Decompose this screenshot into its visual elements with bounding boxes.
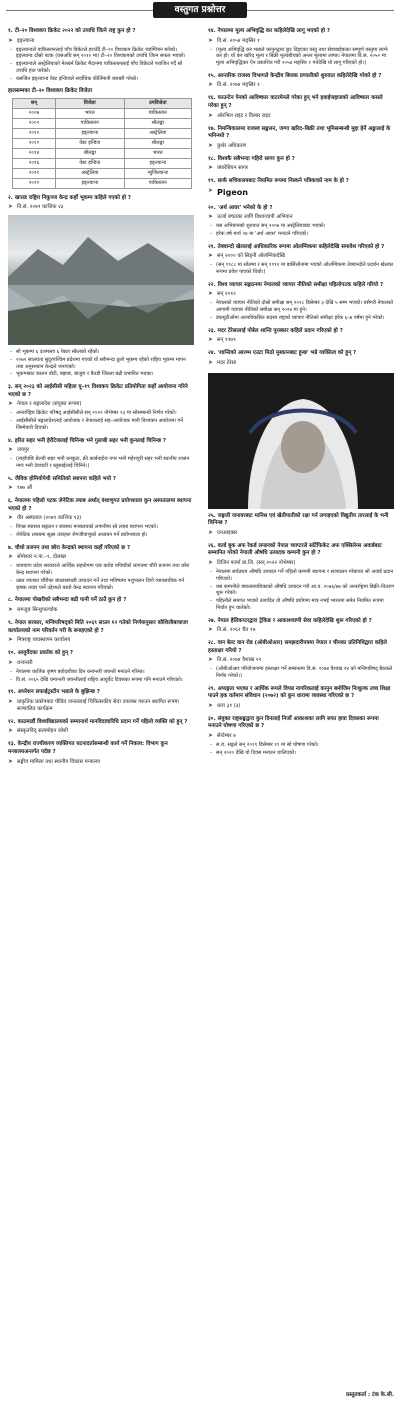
answer-arrow-icon: ➤ xyxy=(208,358,214,366)
answer-arrow-icon: ➤ xyxy=(208,732,214,740)
question-item xyxy=(208,244,394,276)
question-item xyxy=(8,384,194,431)
answer-arrow-icon: ➤ xyxy=(8,697,14,705)
answer-text: वि.सं. २०५४ मङ्सिर १ xyxy=(217,37,260,44)
answer-text: एनआइक्स xyxy=(217,529,237,536)
question-text xyxy=(208,282,394,290)
answer-arrow-icon: ➤ xyxy=(8,757,14,765)
answer-row xyxy=(208,733,394,740)
answer-notes xyxy=(208,223,394,238)
answer-text: संस्कृतविद् सत्यमोहन जोशी xyxy=(17,728,68,735)
answer-notes xyxy=(208,742,394,757)
answer-text: इङ्ल्यान्ड xyxy=(17,37,35,44)
answer-row xyxy=(8,401,194,408)
answer-row xyxy=(208,188,394,199)
answer-text: ऊर्जा बचतका लागि विश्वव्यापी अभियान xyxy=(217,214,293,221)
question-number: ५. xyxy=(8,475,13,482)
question-number: २०. xyxy=(208,204,216,211)
answer-row xyxy=(8,759,194,766)
table-cell: भारत xyxy=(124,148,191,158)
question-label: केन्द्रीय राज्यीकरण व्यक्तिगत घटनादर्तासम्बन्धी कार्य गर्ने निकाय: विभाग कुन मन्त्रालयअन्तर्गत पर्दछ ? xyxy=(8,741,168,755)
answer-text: १७७ औं xyxy=(17,485,33,492)
question-item xyxy=(208,350,394,367)
question-label: टी–२० विश्वकप क्रिकेट २०२२ को उपाधि जित्ने राष्ट्र कुन हो ? xyxy=(14,28,136,34)
question-number: ४. xyxy=(8,437,13,444)
answer-note: – यस अभियानको शुरुवात सन् २००७ मा अस्ट्रेलियाबाट भएको। xyxy=(216,223,394,230)
answer-row xyxy=(208,360,394,367)
question-number: ७. xyxy=(8,544,13,551)
table-cell: वेस्ट इन्डिज xyxy=(55,138,124,148)
table-cell: पाकिस्तान xyxy=(124,108,191,118)
answer-note: – इङ्ल्यान्डले पाकिस्तानलाई पाँच विकेटले हराउँदै टी–२० विश्वकप क्रिकेट च्याम्पियन बनेको। इङ्ल्यान्ड दोस्रो पटक (यसअघि सन् २०१० मा) टी–२० विश्वकपको उपाधि जित्न सफल भएको। xyxy=(16,47,194,61)
table-cell: इङ्ल्यान्ड xyxy=(55,178,124,188)
answer-text: सङ्घीय मामिला तथा स्थानीय विकास मन्त्रालय xyxy=(17,758,101,765)
answer-arrow-icon: ➤ xyxy=(208,290,214,298)
question-label: काठमाडौं विश्वविद्यालयको सम्मानार्थ मानविदावारिधि प्रदान गर्ने पहिलो व्यक्ति को हुन् ? xyxy=(17,718,188,725)
table-header-cell: उपविजेता xyxy=(124,98,191,108)
credit-line: प्रस्तुतकर्ता : टंक के.सी. xyxy=(346,1391,394,1398)
page-title: वस्तुगत प्रश्नोत्तर xyxy=(153,2,248,18)
answer-text: प्राकृतिक प्रकोपबाट पीडित जनतालाई चिकित्सकीय सेवा उपलब्ध गराउन स्थापित रूपमा सञ्चालित कार्यक्रम xyxy=(17,698,179,712)
answer-text: कुथेर अधिकरण xyxy=(217,142,247,149)
table-cell: २००७ xyxy=(13,108,56,118)
question-label: वर्ल्ड बुक अफ रेकर्ड लन्डनको नेपाल च्याप्टरले सर्टिफिकेट अफ एक्सिलेन्स अवार्डबाट सम्मानित गरेको नेपाली औषधि उत्पादक कम्पनी कुन हो ? xyxy=(208,542,382,557)
answer-row xyxy=(8,660,194,667)
table-row xyxy=(13,158,192,168)
question-text xyxy=(208,244,394,252)
answer-notes xyxy=(8,456,194,470)
question-number: ६. xyxy=(8,498,13,505)
table-cell: २०१० xyxy=(13,128,56,138)
question-label: जैविक होमियोपेथी समितिको स्थापना कहिले भयो ? xyxy=(14,475,116,482)
answer-arrow-icon: ➤ xyxy=(208,36,214,44)
question-text xyxy=(8,476,194,484)
table-row xyxy=(13,128,192,138)
answer-text: मदर टेरेसा xyxy=(217,359,237,366)
question-number: १३. xyxy=(8,741,16,748)
question-text xyxy=(208,126,394,141)
question-number: २४. xyxy=(208,350,216,357)
question-label: तेक्वान्दो खेललाई आधिकारिक रूपमा ओलम्पिकमा कहिलेदेखि समावेश गरिएको हो ? xyxy=(217,243,385,250)
answer-text: सेप्टेम्बर ७ xyxy=(217,733,236,740)
table-header-cell: विजेता xyxy=(55,98,124,108)
question-label: सार्क सचिवालयबाट नियमित रूपमा निस्कने पत्रिकाको नाम के हो ? xyxy=(217,178,349,185)
answer-row xyxy=(208,627,394,634)
question-item xyxy=(208,640,394,680)
question-text xyxy=(8,597,194,605)
answer-arrow-icon: ➤ xyxy=(8,658,14,666)
question-text xyxy=(8,545,194,553)
question-text xyxy=(208,205,394,213)
answer-note: – यस कम्पनीले क्याल्सायबिक्टको औषधि उत्पादन गरी आ.व. २०७६/७७ को अन्तर्राष्ट्रमा बिक्री–वितरण शुरू गरेको। xyxy=(216,584,394,598)
question-item xyxy=(208,618,394,635)
answer-arrow-icon: ➤ xyxy=(208,656,214,664)
question-number: २१. xyxy=(208,243,216,250)
answer-row xyxy=(208,38,394,45)
question-label: नेपालमा मूल्य अभिवृद्धि कर कहिलेदेखि लागू भएको हो ? xyxy=(217,28,331,34)
question-item xyxy=(8,195,194,379)
table-cell: इङ्ल्यान्ड xyxy=(55,128,124,138)
question-text xyxy=(208,95,394,110)
table-header-cell: सन् xyxy=(13,98,56,108)
table-header-row xyxy=(13,98,192,108)
question-item xyxy=(208,282,394,322)
answer-row xyxy=(208,530,394,537)
answer-row xyxy=(208,165,394,172)
question-label: संयुक्त राष्ट्रसङ्घद्वारा कुन दिनलाई निर्जो आकाशका लागि सफा हावा दिवसका रूपमा मनाउने घोषणा गरिएको छ ? xyxy=(208,715,379,730)
question-label: अपाङ्गता भएका र आर्थिक रूपले विपन्न नागरिकलाई कानुन बमोजिम निःशुल्क उच्च शिक्षा पाउने हक वर्तमान संविधान (२०७२) को कुन धारामा व्यवस्था गरिएको छ ? xyxy=(208,685,391,700)
question-item xyxy=(8,438,194,470)
question-label: निमन्त्रिकालमा राजस्व सङ्कलन, जग्गा खरिद–बिक्री तथा भूमिसम्बन्धी मुद्दा हेर्ने अड्डालाई के भनिन्थ्यो ? xyxy=(208,125,391,140)
question-text xyxy=(208,543,394,558)
question-number: १६. xyxy=(208,95,216,102)
table-row xyxy=(13,168,192,178)
answer-text: नेपाल र बङ्गलादेश (संयुक्त रूपमा) xyxy=(17,401,82,408)
question-text xyxy=(8,195,194,203)
answer-row xyxy=(208,113,394,120)
table-cell: श्रीलङ्का xyxy=(55,148,124,158)
question-number: १२. xyxy=(8,718,16,725)
table-row xyxy=(13,108,192,118)
answer-arrow-icon: ➤ xyxy=(8,606,14,614)
question-text xyxy=(208,156,394,164)
answer-arrow-icon: ➤ xyxy=(8,484,14,492)
answer-notes xyxy=(8,524,194,539)
table-cell: अस्ट्रेलिया xyxy=(124,128,191,138)
question-label: चौथो प्रजनन तथा छोरा केन्द्रको स्थापना कहाँ गरिएको छ ? xyxy=(14,544,131,551)
answer-note: – (सन् १९८८ मा सोलमा र सन् १९९२ मा बार्सिलोनामा भएको ओलम्पिकमा तेक्वान्दोले प्रदर्शन खेलका रूपमा प्रवेश पाएको थियो।) xyxy=(216,262,394,276)
question-item xyxy=(8,741,194,765)
question-number: १९. xyxy=(208,178,216,185)
question-label: आयुर्वेदका प्रवर्तक को हुन् ? xyxy=(17,650,73,657)
question-text xyxy=(8,689,194,697)
answer-arrow-icon: ➤ xyxy=(208,626,214,634)
question-text xyxy=(8,719,194,727)
answer-row xyxy=(8,728,194,735)
question-text xyxy=(208,178,394,186)
question-text xyxy=(208,350,394,358)
answer-row xyxy=(8,485,194,492)
question-label: हरित सहर भनी हेरीटेजलाई चिनिन्छ भने गुलाबी सहर भनी कुनलाई चिनिन्छ ? xyxy=(14,437,167,444)
answer-text: सन् २००० को सिड्नी ओलम्पिकदेखि xyxy=(217,253,286,260)
answer-arrow-icon: ➤ xyxy=(8,514,14,522)
answer-notes xyxy=(8,47,194,83)
table-cell: २००९ xyxy=(13,118,56,128)
answer-note: – २०७२ सालयता सुदूरपश्चिम प्रदेशमा गएको यो सबैभन्दा ठूलो भूकम्प रहेको राष्ट्रिय भूकम्प मापन तथा अनुसन्धान केन्द्रले जनाएको। xyxy=(16,357,194,371)
question-number: २८. xyxy=(208,640,216,647)
question-number: १०. xyxy=(8,650,16,657)
answer-arrow-icon: ➤ xyxy=(208,186,214,194)
table-cell: २०१४ xyxy=(13,148,56,158)
answer-text: मित्रराष्ट्र व्यवस्थापन कार्यालय xyxy=(17,637,71,644)
question-label: वान बेल्ट वान रोड (ओबीओआर) समझदारीपत्रमा नेपाल र चीनका प्रतिनिधिद्वारा कहिले हस्ताक्षर गरियो ? xyxy=(208,640,387,654)
question-number: ३. xyxy=(8,384,13,391)
table-cell: वेस्ट इन्डिज xyxy=(55,158,124,168)
answer-note: – यसजित इङ्ल्यान्ड वेस्ट इन्डिजले सर्वाधिक कीर्तिमानी बराबरी गरेको। xyxy=(16,76,194,83)
question-item xyxy=(8,476,194,493)
table-cell: इङ्ल्यान्ड xyxy=(124,158,191,168)
question-item xyxy=(208,73,394,90)
answer-arrow-icon: ➤ xyxy=(208,701,214,709)
table-cell: २०१२ xyxy=(13,138,56,148)
answer-note: – इङ्ल्यान्डले अस्ट्रेलियाको मेलबर्न क्रिकेट मैदानमा पाकिस्तानलाई पाँच विकेटले पराजित गर्दै सो उपाधि हात पारेको। xyxy=(16,61,194,75)
question-number: १४. xyxy=(208,28,216,34)
question-label: मदर टेरेसालाई नोबेल शान्ति पुरस्कार कहिले प्रदान गरिएको हो ? xyxy=(217,327,343,334)
question-text xyxy=(208,28,394,36)
answer-arrow-icon: ➤ xyxy=(208,559,214,567)
question-text xyxy=(8,28,194,36)
question-item xyxy=(208,543,394,612)
answer-note: – नेपालमा कार्तिक कृष्ण त्रयोदशीका दिन धन्वन्तरी जयन्ती मनाउने गरिन्छ। xyxy=(16,669,194,676)
question-number: १७. xyxy=(208,125,216,132)
answer-row xyxy=(208,560,394,567)
question-text xyxy=(8,620,194,635)
answer-text: वि.सं. २०७४ मङ्सिर १ xyxy=(217,82,260,89)
table-row xyxy=(13,118,192,128)
answer-notes xyxy=(208,47,394,67)
question-number: २५. xyxy=(208,512,216,519)
answer-text: वि.सं. २०७४ वैशाख २९ xyxy=(217,657,262,664)
answer-row xyxy=(208,253,394,260)
table-cell: पाकिस्तान xyxy=(55,118,124,128)
answer-arrow-icon: ➤ xyxy=(208,528,214,536)
question-number: ११. xyxy=(8,689,16,696)
answer-notes xyxy=(8,563,194,591)
table-cell: २०१६ xyxy=(13,158,56,168)
answer-text: सोमेश्वर न.पा.–१, दोलखा xyxy=(17,554,67,561)
answer-arrow-icon: ➤ xyxy=(208,252,214,260)
table-row xyxy=(13,138,192,148)
answer-text: सन् १९७९ xyxy=(217,337,236,344)
answer-note: – नेपालमा सर्वप्रथम औषधि उत्पादन गर्ने पहिलो कम्पनी स्थापना र सञ्चालन गरेबापत सो अवार्ड प्रदान गरिएको। xyxy=(216,569,394,583)
answer-notes xyxy=(8,669,194,684)
answer-note: – भूकम्पबाट कालन डोटी, बझाङ, बाजुरा र बैतडी जिल्ला बढी प्रभावित भएका। xyxy=(16,371,194,378)
answer-arrow-icon: ➤ xyxy=(8,400,14,408)
question-item xyxy=(208,513,394,537)
question-text xyxy=(208,618,394,626)
question-item xyxy=(8,597,194,614)
answer-arrow-icon: ➤ xyxy=(8,553,14,561)
answer-row xyxy=(208,291,394,298)
answer-arrow-icon: ➤ xyxy=(8,203,14,211)
table-cell: भारत xyxy=(55,108,124,118)
answer-note: – पहिल्यैले समाप्त भएको उत्पादित यो औषधि प्रयोगमा मात्र नभई भारतमा समेत नियमित रूपमा निर्यात हुन थालेको। xyxy=(216,598,394,612)
question-label: फाउन्टेन पेनको आविष्कार वाटरमेनले गरेका हुन् भने हवाईजहाजको आविष्कार कसले गरेका हुन् ? xyxy=(208,95,383,109)
answer-text: धन्वन्तरी xyxy=(17,659,33,666)
answer-notes xyxy=(208,262,394,276)
answer-row xyxy=(8,699,194,713)
answer-note: – डब्ल्युटीओमा अल्पविकसित सदस्य राष्ट्रको व्यापार नीतिको समीक्षा हरेक ६–७ वर्षमा हुने गरेको। xyxy=(216,315,394,322)
table-cell: श्रीलङ्का xyxy=(124,138,191,148)
question-item xyxy=(8,28,194,82)
question-text xyxy=(208,513,394,528)
answer-row xyxy=(8,637,194,644)
question-number: ८. xyxy=(8,597,13,604)
answer-note: – उन्नत जातका चौंरीका बाच्छाबाच्छी उत्पादन गर्ने तथा भविष्यमा पशुपालन दिगो व्यावसायिक गर्न कृषक तयार पार्ने उद्देश्यले यस्तो केन्द्र स्थापना गरिएको। xyxy=(16,578,194,592)
question-item xyxy=(208,686,394,710)
mountain-lake-photo xyxy=(8,215,194,345)
answer-row xyxy=(208,214,394,221)
answer-row xyxy=(208,337,394,344)
answer-arrow-icon: ➤ xyxy=(208,111,214,119)
answer-row xyxy=(8,554,194,561)
question-label: 'अर्थ आवर' भनेको के हो ? xyxy=(217,204,273,211)
question-number: १. xyxy=(8,28,13,34)
question-text xyxy=(208,640,394,655)
answer-note: – नेपालको व्यापार नीतिको दोस्रो समीक्षा सन् २०१८ डिसेम्बर ३ देखि ५ सम्म भएको। यसैगरी नेपालको आगामी व्यापार नीतिको समीक्षा सन् २०२४ मा हुने। xyxy=(216,300,394,314)
winners-table xyxy=(12,98,192,189)
left-column xyxy=(8,28,194,772)
answer-row xyxy=(208,82,394,89)
question-text xyxy=(8,438,194,446)
question-text xyxy=(208,686,394,701)
table-cell: पाकिस्तान xyxy=(124,178,191,188)
question-label: नेपाल हेलिकप्टरद्वारा ट्रेकिङ र आकाशवाणी सेवा कहिलेदेखि शुरू गरिएको हो ? xyxy=(217,617,372,624)
answer-notes xyxy=(208,666,394,680)
question-item xyxy=(208,28,394,67)
question-text xyxy=(208,73,394,81)
answer-note: – (त्यहाँपछि बेल्जी सहर भनी धनकुटा, फ्री कार्बनाईज नगर भनी महेशपुरी सहर भनी स्थानीय शासन नगर भनी देवघाटी र ब्लुसाईलाई चिनिने।) xyxy=(16,456,194,470)
answer-arrow-icon: ➤ xyxy=(8,636,14,644)
answer-row xyxy=(208,143,394,150)
answer-notes xyxy=(8,349,194,378)
question-text xyxy=(8,498,194,513)
answer-row xyxy=(8,607,194,614)
question-text xyxy=(208,328,394,336)
question-item xyxy=(8,689,194,713)
question-item xyxy=(208,328,394,345)
answer-row xyxy=(8,204,194,211)
question-number: २. xyxy=(8,194,13,201)
table-row xyxy=(13,148,192,158)
answer-note: – सन् २०२० देखि यो दिवस मनाउन थालिएको। xyxy=(216,750,394,757)
answer-row xyxy=(208,703,394,710)
answer-arrow-icon: ➤ xyxy=(8,446,14,454)
answer-note: – (ओबीओआर परियोजनामा हस्ताक्षर गर्ने सम्बन्धमा वि.सं. २०७४ वैशाख २४ को मन्त्रिपरिषद् बैठकले निर्णय गरेको।) xyxy=(216,666,394,680)
page-header xyxy=(0,0,400,20)
mother-teresa-photo xyxy=(208,373,394,509)
table-title: हालसम्मका टी–२० विश्वकप क्रिकेट विजेता xyxy=(8,88,92,95)
question-label: जङ्गली जनावरबाट मानिस एवं खेतीपातीको रक्षा गर्न लगाइएको विद्युतीय तारलाई के भनी चिनिन्छ ? xyxy=(208,512,389,527)
table-cell: २०२१ xyxy=(13,168,56,178)
answer-note: – विपन्न स्वास्थ्य सङ्गठन र स्वास्थ्य मन्त्रालयको लगानीमा सो ल्याब स्थापना भएको। xyxy=(16,524,194,531)
answer-text: Pigeon xyxy=(217,187,248,197)
answer-arrow-icon: ➤ xyxy=(8,727,14,735)
answer-text: धारा ३१ (३) xyxy=(217,702,241,709)
answer-notes xyxy=(208,300,394,321)
question-label: विश्वकै सबैभन्दा गहिरो सागर कुन हो ? xyxy=(217,155,295,162)
answer-note: – थारुवागा प्रदेश सरकारले आर्थिक सहयोगमा एक करोड रुपियाँको लागतमा चौंरी प्रजनन तथा छोरा केन्द्र स्थापना गरेको। xyxy=(16,563,194,577)
answer-text: सन् २०१२ xyxy=(217,291,236,298)
question-text xyxy=(208,716,394,731)
question-label: 'शान्तिको आरम्भ एउटा मिठो मुस्कानबाट हुन्छ' भन्ने व्यक्तित्व को हुन् ? xyxy=(217,350,357,357)
answer-text: ओरभिल राइट र विल्बर राइट xyxy=(217,112,271,119)
question-label: नेपालमा पोखरीको सबैभन्दा बढी पानी पर्ने ठाउँ कुन हो ? xyxy=(14,597,127,604)
question-label: अपरेशन सफाईट्रस्टीन भन्नाले के बुझिन्छ ? xyxy=(17,689,100,696)
answer-row xyxy=(8,38,194,45)
question-item xyxy=(208,716,394,757)
question-item xyxy=(8,719,194,736)
table-cell: न्युजिल्यान्ड xyxy=(124,168,191,178)
answer-note: – हरेक वर्ष मार्च २४ मा 'अर्थ आवर' मनाउने गरिएको। xyxy=(216,231,394,238)
answer-arrow-icon: ➤ xyxy=(208,336,214,344)
answer-notes xyxy=(8,410,194,431)
question-item xyxy=(208,205,394,238)
question-number: १५. xyxy=(208,72,216,79)
answer-notes xyxy=(208,569,394,612)
answer-note: – स.रा. सङ्घले सन् २०१९ डिसेम्बर १९ मा सो घोषणा गरेको। xyxy=(216,742,394,749)
question-item xyxy=(8,545,194,592)
question-label: विश्व व्यापार सङ्गठनमा नेपालको व्यापार नीतिको समीक्षा पहिलोपटक कहिले गरियो ? xyxy=(217,281,384,288)
question-text xyxy=(8,650,194,658)
answer-note: – अन्तर्राष्ट्रिय क्रिकेट परिषद् आईसीसीले सन् २०२२ नोभेम्बर १३ मा सोसम्बन्धी निर्णय गरेको। xyxy=(16,410,194,417)
table-cell: श्रीलङ्का xyxy=(124,118,191,128)
question-number: २७. xyxy=(208,617,216,624)
right-column xyxy=(208,28,394,763)
question-item xyxy=(8,620,194,644)
answer-text: क्यारेबियन सागर xyxy=(217,165,248,172)
question-number: २२. xyxy=(208,281,216,288)
answer-text: जयपुर xyxy=(17,447,29,454)
answer-note: – (मूल्य अभिवृद्धि कर भन्नाले कानुनद्वारा छुट दिइएका वस्तु तथा सेवाबाहेकका सम्पूर्ण वस्तुमा लाग्ने कर हो। यो कर खरिद मूल्य र बिक्री मूल्यबीचको अन्तर मूल्यमा लाग्छ। नेपालमा वि.सं. २०५२ मा मूल्य अभिवृद्धिकर ऐन प्रकाशित गरी २०५४ मङ्सिर १ गतेदेखि यो लागू गरिएको हो।) xyxy=(216,47,394,67)
question-number: १८. xyxy=(208,155,216,162)
question-item xyxy=(208,156,394,173)
answer-text: लमजुङ सिन्धुपाल्चोक xyxy=(17,607,58,614)
question-text xyxy=(8,741,194,756)
question-label: आन्तरिक राजस्व विभागले केन्द्रीय बिजक प्रणालीको शुरुवात कहिलेदेखि गरेको हो ? xyxy=(217,72,382,79)
question-label: नेपालमा पहिलो पटक जेनेटिक ल्याब अर्थात् वंशाणुगत प्रयोगशाला कुन अस्पतालमा स्थापना भएको हो ? xyxy=(8,498,192,512)
question-label: खप्तड राष्ट्रिय निकुञ्ज केन्द्र कहाँ भूकम्प कहिले गएको हो ? xyxy=(14,194,132,201)
question-item xyxy=(8,650,194,683)
question-number: ३०. xyxy=(208,715,216,722)
answer-arrow-icon: ➤ xyxy=(208,213,214,221)
question-item xyxy=(208,178,394,198)
answer-arrow-icon: ➤ xyxy=(8,36,14,44)
answer-note: – आईसीसीले बङ्गलादेशलाई आयोजक र नेपाललाई सह–आयोजक मानी विश्वकप आयोजना गर्ने जिम्मेवारी दिएको। xyxy=(16,418,194,432)
answer-row xyxy=(8,515,194,522)
answer-text: टिजिन फार्मा प्रा.लि. (सन् २०२२ नोभेम्बर) xyxy=(217,560,296,567)
answer-note: – सो भूकम्प ६ दशमलव ६ रेक्टर स्केलको रहेको। xyxy=(16,349,194,356)
answer-note: – वि.सं. २०६५ देखि धन्वन्तरी जयन्तीलाई राष्ट्रिय आयुर्वेद दिवसका रूपमा पनि मनाउने गरिएको। xyxy=(16,677,194,684)
answer-arrow-icon: ➤ xyxy=(208,164,214,172)
answer-arrow-icon: ➤ xyxy=(208,141,214,149)
answer-note: – जेनेटिक ल्याबमा सूक्ष्म तत्वहरू रोगजीवाणुको अध्ययन गर्ने प्रयोगशाला हो। xyxy=(16,532,194,539)
answer-row xyxy=(8,447,194,454)
table-cell: २०२२ xyxy=(13,178,56,188)
question-number: ९. xyxy=(8,620,13,627)
question-number: २३. xyxy=(208,327,216,334)
table-cell: अस्ट्रेलिया xyxy=(55,168,124,178)
question-text xyxy=(8,384,194,399)
answer-row xyxy=(208,657,394,664)
question-item xyxy=(208,95,394,119)
question-label: सन् २०२३ को आईसीसी महिला यू–१९ विश्वकप क्रिकेट प्रतियोगिता कहाँ आयोजना गरिने भएको छ ? xyxy=(8,384,188,398)
answer-text: वि.सं. २०६२ चैत १७ xyxy=(217,627,256,634)
answer-arrow-icon: ➤ xyxy=(208,81,214,89)
question-item xyxy=(8,498,194,539)
question-number: २६. xyxy=(208,542,216,549)
answer-text: वीर अस्पताल (२०७९ कात्तिक १३) xyxy=(17,515,82,522)
question-item xyxy=(208,126,394,150)
question-label: नेपाल सरकार, मन्त्रिपरिषद्को मिति २०६९ साउन १२ गतेको निर्णयानुसार कौशिलीबाचाजा कार्यालयको नाम परिवर्तन गरी के बनाइएको हो ? xyxy=(8,620,188,634)
answer-text: वि.सं. २०७९ कात्तिक २३ xyxy=(17,204,64,211)
question-number: २९. xyxy=(208,685,216,692)
table-row xyxy=(13,178,192,188)
